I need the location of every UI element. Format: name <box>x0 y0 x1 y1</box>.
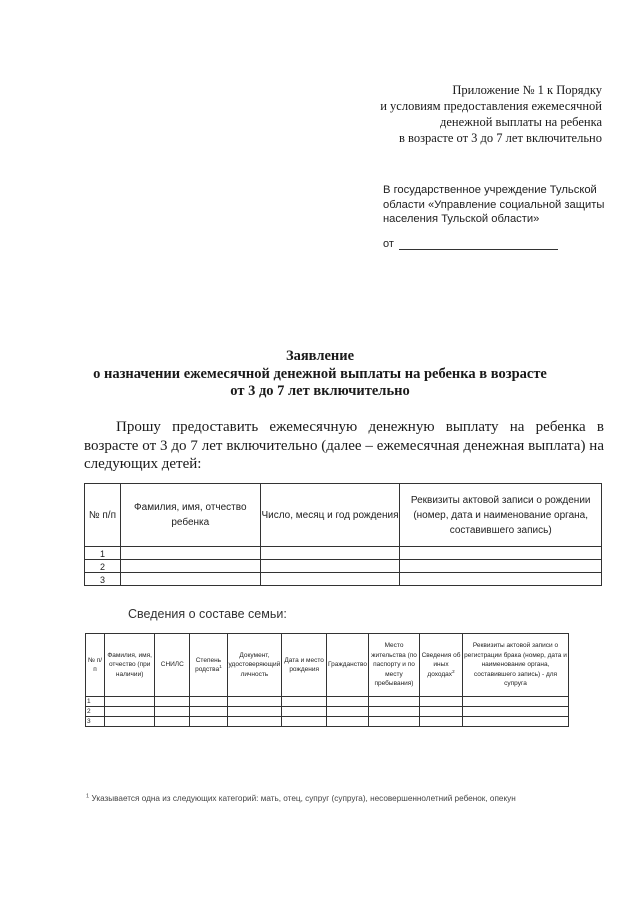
cell-child-name[interactable] <box>120 547 260 560</box>
cell[interactable] <box>420 707 463 717</box>
cell-birth-date[interactable] <box>260 547 400 560</box>
cell[interactable] <box>368 697 419 707</box>
table-header-row <box>86 634 569 697</box>
income-label: Сведения об иных доходах <box>421 651 461 678</box>
family-table <box>85 633 569 727</box>
cell[interactable] <box>105 697 155 707</box>
from-label: от <box>383 238 394 250</box>
cell-child-name[interactable] <box>120 573 260 586</box>
cell[interactable] <box>462 697 568 707</box>
col-full-name: Фамилия, имя, отчество (при наличии) <box>105 634 155 697</box>
addressee-line: В государственное учреждение Тульской <box>383 184 597 196</box>
cell[interactable] <box>327 707 369 717</box>
cell[interactable] <box>327 697 369 707</box>
cell-child-name[interactable] <box>120 560 260 573</box>
cell-birth-record[interactable] <box>400 560 602 573</box>
row-number: 3 <box>86 717 105 727</box>
cell[interactable] <box>462 707 568 717</box>
col-id-document: Документ, удостоверяющий личность <box>227 634 282 697</box>
cell-birth-date[interactable] <box>260 560 400 573</box>
table-row <box>86 717 569 727</box>
document-title <box>40 348 600 401</box>
cell[interactable] <box>227 697 282 707</box>
from-field[interactable] <box>383 238 558 252</box>
cell[interactable] <box>282 697 327 707</box>
footnote-mark: 1 <box>86 793 90 800</box>
cell[interactable] <box>227 717 282 727</box>
col-number: № п/п <box>86 634 105 697</box>
cell[interactable] <box>155 717 190 727</box>
col-birth-date: Число, месяц и год рождения <box>260 484 400 547</box>
row-number: 3 <box>85 573 121 586</box>
table-header-row <box>85 484 602 547</box>
from-underline <box>399 249 558 250</box>
table-row <box>85 560 602 573</box>
col-child-name: Фамилия, имя, отчество ребенка <box>120 484 260 547</box>
cell[interactable] <box>190 717 227 727</box>
appendix-line: денежной выплаты на ребенка <box>440 115 602 129</box>
cell-birth-date[interactable] <box>260 573 400 586</box>
row-number: 2 <box>85 560 121 573</box>
addressee-line: области «Управление социальной защиты <box>383 198 605 211</box>
appendix-line: Приложение № 1 к Порядку <box>452 83 602 97</box>
cell[interactable] <box>282 707 327 717</box>
col-snils: СНИЛС <box>155 634 190 697</box>
table-row <box>85 547 602 560</box>
cell[interactable] <box>105 717 155 727</box>
cell[interactable] <box>190 697 227 707</box>
title-line: Заявление <box>285 348 355 364</box>
row-number: 2 <box>86 707 105 717</box>
col-birth-record: Реквизиты актовой записи о рождении (номер, дата и наименование органа, составившего запись) <box>400 484 602 547</box>
footnote-text: Указывается одна из следующих категорий: мать, отец, супруг (супруга), несовершеннолетний ребенок, опекун <box>91 794 516 803</box>
title-line: от 3 до 7 лет включительно <box>230 383 410 399</box>
cell[interactable] <box>190 707 227 717</box>
col-citizenship: Гражданство <box>327 634 369 697</box>
cell[interactable] <box>155 697 190 707</box>
row-number: 1 <box>86 697 105 707</box>
row-number: 1 <box>85 547 121 560</box>
cell-birth-record[interactable] <box>400 573 602 586</box>
cell[interactable] <box>420 697 463 707</box>
col-relation <box>190 634 227 697</box>
footnote-mark: 1 <box>219 663 222 669</box>
cell[interactable] <box>105 707 155 717</box>
footnote-mark: 2 <box>452 668 455 674</box>
cell[interactable] <box>282 717 327 727</box>
table-row <box>85 573 602 586</box>
col-number: № п/п <box>85 484 121 547</box>
children-table <box>84 483 602 586</box>
appendix-note <box>302 82 602 146</box>
cell[interactable] <box>227 707 282 717</box>
col-residence: Место жительства (по паспорту и по месту пребывания) <box>368 634 419 697</box>
cell[interactable] <box>368 717 419 727</box>
cell[interactable] <box>420 717 463 727</box>
footnote <box>86 793 576 805</box>
col-marriage-record: Реквизиты актовой записи о регистрации брака (номер, дата и наименование органа, составившего запись) - для супруга <box>462 634 568 697</box>
col-other-income <box>420 634 463 697</box>
table-row <box>86 707 569 717</box>
appendix-line: и условиям предоставления ежемесячной <box>380 99 602 113</box>
relation-label: Степень родства <box>195 656 222 673</box>
cell[interactable] <box>368 707 419 717</box>
addressee-block <box>383 183 613 227</box>
family-caption: Сведения о составе семьи: <box>128 607 287 621</box>
title-line: о назначении ежемесячной денежной выплаты на ребенка в возрасте <box>93 365 547 382</box>
appendix-line: в возрасте от 3 до 7 лет включительно <box>399 131 602 145</box>
cell[interactable] <box>155 707 190 717</box>
request-paragraph <box>84 418 604 474</box>
cell-birth-record[interactable] <box>400 547 602 560</box>
table-row <box>86 697 569 707</box>
cell[interactable] <box>327 717 369 727</box>
col-birth-date-place: Дата и место рождения <box>282 634 327 697</box>
request-text: Прошу предоставить ежемесячную денежную выплату на ребенка в возрасте от 3 до 7 лет включительно (далее – ежемесячная денежная выплата) на следующих детей: <box>84 419 604 472</box>
addressee-line: населения Тульской области» <box>383 213 540 225</box>
cell[interactable] <box>462 717 568 727</box>
